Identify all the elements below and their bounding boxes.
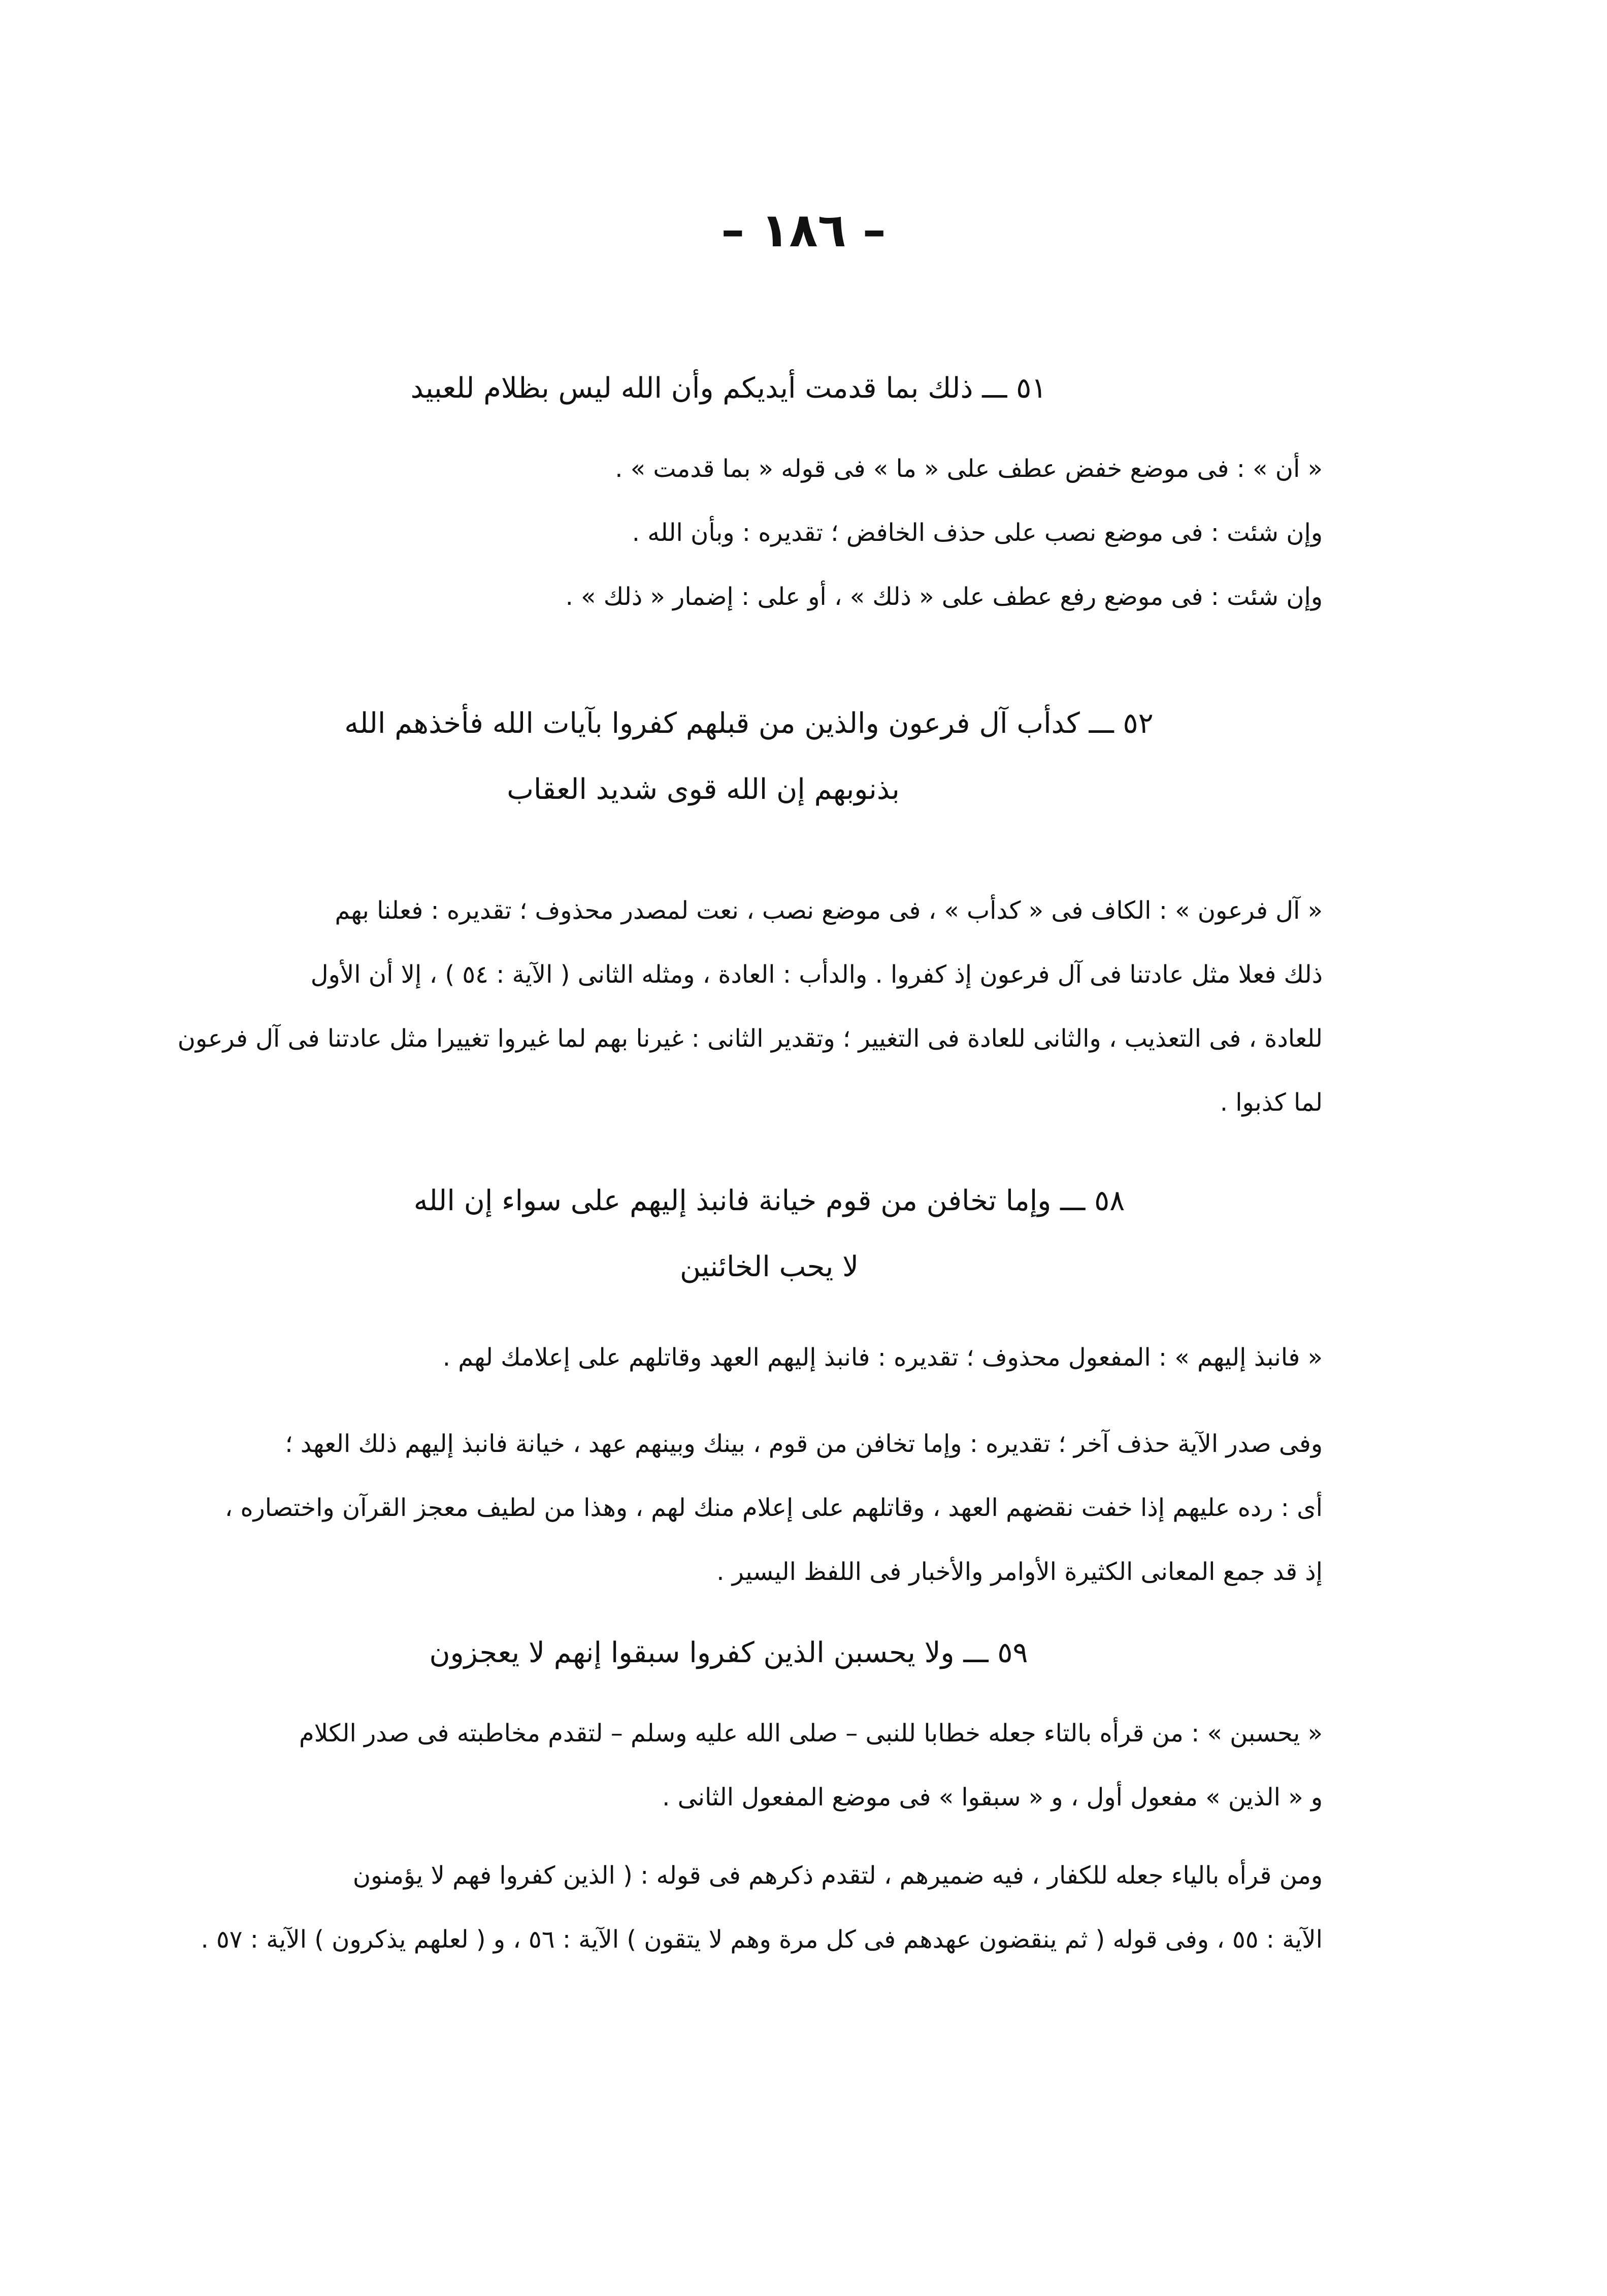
commentary-line: « أن » : فى موضع خفض عطف على « ما » فى قوله « بما قدمت » . <box>615 455 1323 483</box>
verse-52 <box>317 691 1180 823</box>
verse-line: لا يحب الخائنين <box>679 1250 859 1283</box>
commentary-line: إذ قد جمع المعانى الكثيرة الأوامر والأخبار فى اللفظ اليسير . <box>716 1558 1323 1586</box>
verse-59 <box>399 1620 1059 1686</box>
commentary-line: وإن شئت : فى موضع رفع عطف على « ذلك » ، أو على : إضمار « ذلك » . <box>565 583 1323 611</box>
commentary-verse-58 <box>358 1325 1323 1389</box>
verse-line: ٥١ ـــ ذلك بما قدمت أيديكم وأن الله ليس بظلام للعبيد <box>410 372 1047 405</box>
commentary-line: وإن شئت : فى موضع نصب على حذف الخافض ؛ تقديره : وبأن الله . <box>632 519 1323 547</box>
verse-line: ٥٨ ـــ وإما تخافن من قوم خيانة فانبذ إليهم على سواء إن الله <box>413 1184 1125 1217</box>
page-number: – ١٨٦ – <box>721 203 886 257</box>
commentary-line: ذلك فعلا مثل عادتنا فى آل فرعون إذ كفروا . والدأب : العادة ، ومثله الثانى ( الآية : ٥٤ ) ، إلا أن الأول <box>310 960 1323 989</box>
commentary-line: لما كذبوا . <box>1220 1088 1323 1117</box>
commentary-line: « آل فرعون » : الكاف فى « كدأب » ، فى موضع نصب ، نعت لمصدر محذوف ؛ تقديره : فعلنا بهم <box>335 896 1323 925</box>
commentary-line: الآية : ٥٥ ، وفى قوله ( ثم ينقضون عهدهم فى كل مرة وهم لا يتقون ) الآية : ٥٦ ، و ( لعلهم يذكرون ) الآية : ٥٧ . <box>201 1925 1323 1954</box>
verse-line: ٥٩ ـــ ولا يحسبن الذين كفروا سبقوا إنهم لا يعجزون <box>429 1636 1028 1669</box>
commentary-verse-59 <box>277 1701 1323 1829</box>
commentary-verse-59-readings <box>201 1844 1323 1971</box>
verse-line: بذنوبهم إن الله قوى شديد العقاب <box>507 773 900 806</box>
commentary-line: « يحسبن » : من قرأه بالتاء جعله خطابا للنبى – صلى الله عليه وسلم – لتقدم مخاطبته فى صدر الكلام <box>299 1719 1323 1748</box>
commentary-line: « فانبذ إليهم » : المفعول محذوف ؛ تقديره : فانبذ إليهم العهد وقاتلهم على إعلامك لهم . <box>442 1343 1323 1372</box>
verse-51 <box>399 355 1059 422</box>
commentary-verse-52 <box>177 879 1323 1135</box>
verse-line: ٥٢ ـــ كدأب آل فرعون والذين من قبلهم كفروا بآيات الله فأخذهم الله <box>344 707 1154 740</box>
commentary-line: وفى صدر الآية حذف آخر ؛ تقديره : وإما تخافن من قوم ، بينك وبينهم عهد ، خيانة فانبذ إليهم ذلك العهد ؛ <box>285 1430 1323 1458</box>
commentary-line: أى : رده عليهم إذا خفت نقضهم العهد ، وقاتلهم على إعلام منك لهم ، وهذا من لطيف معجز القرآن واختصاره ، <box>224 1494 1323 1522</box>
commentary-line: و « الذين » مفعول أول ، و « سبقوا » فى موضع المفعول الثانى . <box>662 1783 1323 1812</box>
commentary-line: ومن قرأه بالياء جعله للكفار ، فيه ضميرهم ، لتقدم ذكرهم فى قوله : ( الذين كفروا فهم لا يؤمنون <box>352 1861 1323 1890</box>
commentary-verse-58-continued <box>224 1412 1323 1604</box>
verse-58 <box>388 1168 1150 1300</box>
commentary-verse-51 <box>460 437 1323 629</box>
commentary-line: للعادة ، فى التعذيب ، والثانى للعادة فى التغيير ؛ وتقدير الثانى : غيرنا بهم لما غيروا تغييرا مثل عادتنا فى آل فرعون <box>177 1024 1323 1053</box>
